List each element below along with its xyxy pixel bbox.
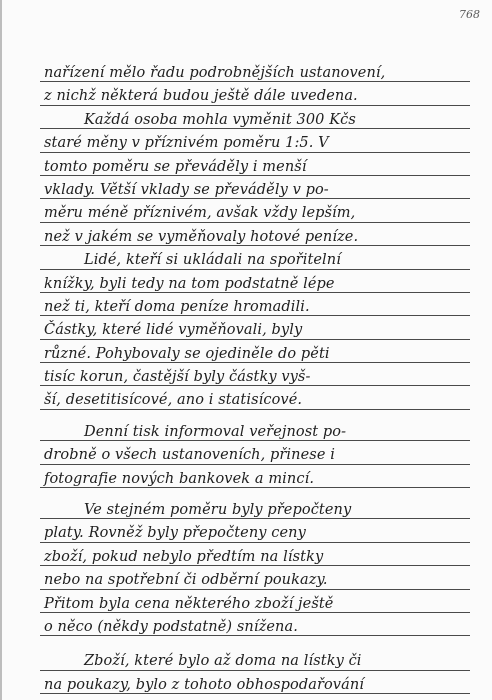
- text-line: Denní tisk informoval veřejnost po-: [44, 421, 464, 444]
- page-number: 768: [459, 8, 480, 21]
- text-line: nařízení mělo řadu podrobnějších ustanovení,: [44, 62, 464, 85]
- text-line: různé. Pohybovaly se ojediněle do pěti: [44, 343, 464, 366]
- text-line: než v jakém se vyměňovaly hotové peníze.: [44, 226, 464, 249]
- text-line: ší, desetitisícové, ano i statisícové.: [44, 389, 464, 412]
- text-line: Každá osoba mohla vyměnit 300 Kčs: [44, 109, 464, 132]
- text-line: staré měny v příznivém poměru 1:5. V: [44, 132, 464, 155]
- text-line: drobně o všech ustanoveních, přinese i: [44, 444, 464, 467]
- text-line: než ti, kteří doma peníze hromadili.: [44, 296, 464, 319]
- text-line: Lidé, kteří si ukládali na spořitelní: [44, 249, 464, 272]
- text-line: Částky, které lidé vyměňovali, byly: [44, 319, 464, 342]
- text-line: Ve stejném poměru byly přepočteny: [44, 499, 464, 522]
- text-line: z nichž některá budou ještě dále uvedena.: [44, 85, 464, 108]
- text-line: měru méně příznivém, avšak vždy lepším,: [44, 202, 464, 225]
- text-line: zboží, pokud nebylo předtím na lístky: [44, 546, 464, 569]
- handwritten-text: [44, 62, 464, 697]
- text-line: nebo na spotřební či odběrní poukazy.: [44, 569, 464, 592]
- text-line: Přitom byla cena některého zboží ještě: [44, 593, 464, 616]
- text-line: na poukazy, bylo z tohoto obhospodařování: [44, 674, 464, 697]
- text-line: fotografie nových bankovek a mincí.: [44, 468, 464, 491]
- text-line: tisíc korun, častější byly částky vyš-: [44, 366, 464, 389]
- text-line: vklady. Větší vklady se převáděly v po-: [44, 179, 464, 202]
- text-line: platy. Rovněž byly přepočteny ceny: [44, 522, 464, 545]
- text-line: tomto poměru se převáděly i menší: [44, 156, 464, 179]
- text-line: knížky, byli tedy na tom podstatně lépe: [44, 273, 464, 296]
- text-line: o něco (někdy podstatně) snížena.: [44, 616, 464, 639]
- text-line: Zboží, které bylo až doma na lístky či: [44, 650, 464, 673]
